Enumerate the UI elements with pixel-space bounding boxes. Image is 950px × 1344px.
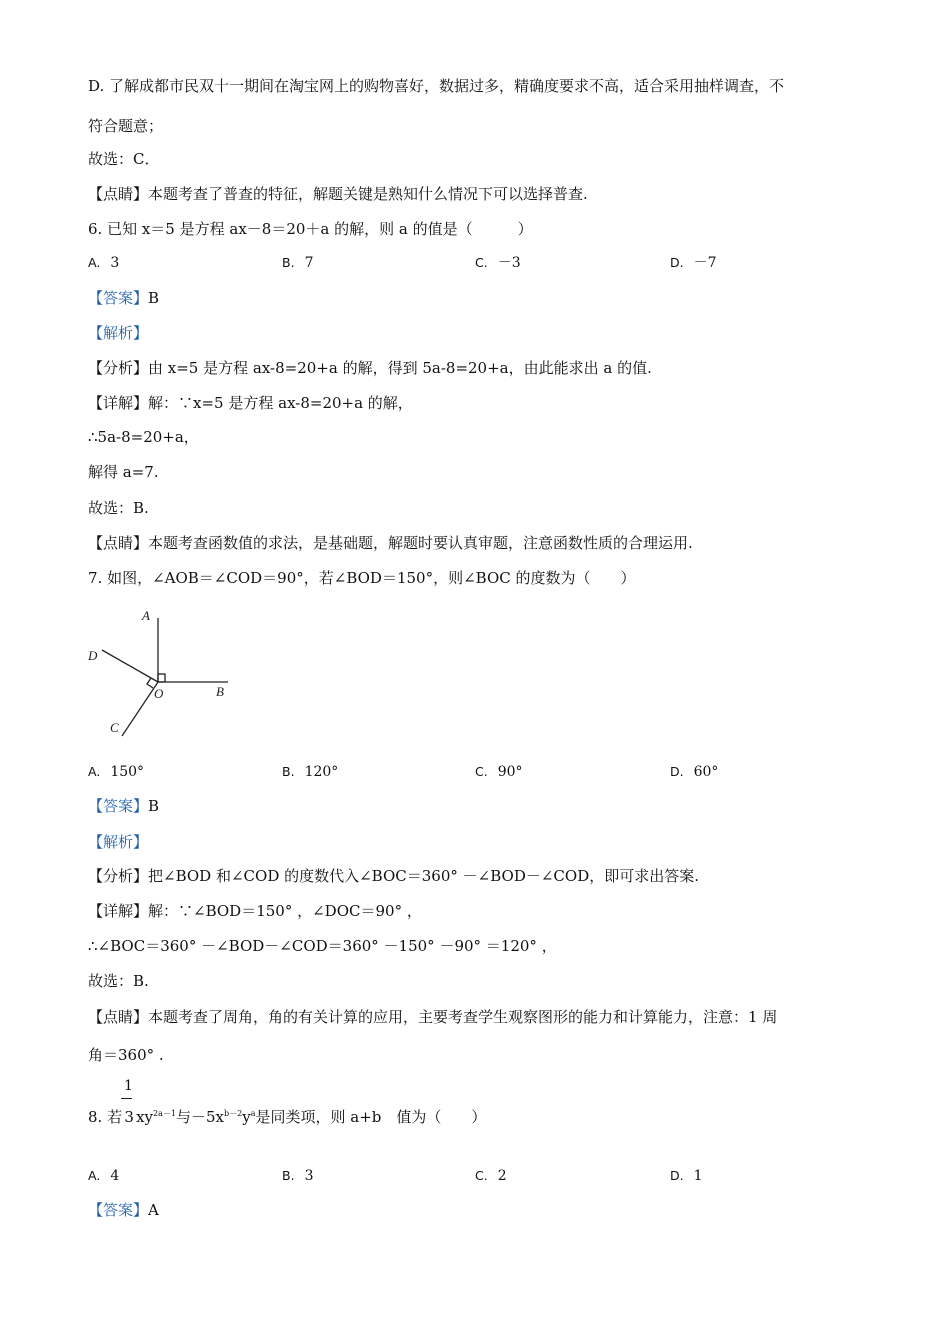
- option-key: A.: [88, 255, 101, 270]
- q6-option-b: [282, 253, 313, 273]
- q7-option-c: [475, 762, 523, 782]
- label-b: B: [216, 684, 224, 699]
- comment-text: 本题考查函数值的求法，是基础题，解题时要认真审题，注意函数性质的合理运用.: [148, 534, 693, 552]
- fenxi-tag: 【分析】: [88, 867, 149, 885]
- q6-analysis-tag: 【解析】: [88, 324, 149, 342]
- option-key: C.: [475, 255, 488, 270]
- q6-step-1: ∴5a-8=20+a，: [88, 428, 199, 446]
- q7-comment-cont: 角＝360° .: [88, 1046, 164, 1064]
- option-key: C.: [475, 764, 488, 779]
- q7-option-a: [88, 762, 144, 782]
- option-key: C.: [475, 1168, 488, 1183]
- xiangjie-text: 解：∵∠BOD＝150° ，∠DOC＝90° ，: [148, 902, 422, 920]
- right-angle-mark-aob: [158, 674, 165, 682]
- q6-xiangjie: [88, 393, 413, 413]
- angle-figure: [80, 600, 240, 750]
- q7-fenxi: [88, 866, 699, 886]
- q7-option-d: [670, 762, 718, 782]
- q8-term2: 与－5x: [175, 1108, 224, 1126]
- q6-step-3: 故选：B.: [88, 499, 149, 517]
- option-value: 3: [110, 255, 120, 271]
- q8-exp3: a: [250, 1109, 256, 1118]
- q7-comment: [88, 1007, 777, 1027]
- answer-value: A: [148, 1201, 159, 1219]
- option-key: B.: [282, 764, 295, 779]
- comment-tag: 【点睛】: [88, 185, 149, 203]
- q8-option-c: [475, 1166, 507, 1186]
- q8-term1: xy: [136, 1108, 154, 1126]
- xiangjie-text: 解：∵x=5 是方程 ax-8=20+a 的解，: [148, 394, 413, 412]
- label-a: A: [142, 608, 150, 623]
- answer-tag: 【答案】: [88, 797, 149, 815]
- q8-suffix: 是同类项，则 a+b 值为（ ）: [255, 1108, 487, 1126]
- q6-comment: [88, 533, 693, 553]
- q8-option-a: [88, 1166, 119, 1186]
- fenxi-tag: 【分析】: [88, 359, 149, 377]
- label-o: O: [154, 686, 164, 701]
- comment-line: [88, 184, 588, 204]
- q7-option-b: [282, 762, 338, 782]
- option-value: 150°: [110, 764, 145, 780]
- option-key: B.: [282, 1168, 295, 1183]
- q6-fenxi: [88, 358, 652, 378]
- q7-step-1: ∴∠BOC＝360° －∠BOD－∠COD＝360° －150° －90° ＝120° ，: [88, 937, 557, 955]
- fenxi-text: 由 x=5 是方程 ax-8=20+a 的解，得到 5a-8=20+a，由此能求出 a 的值.: [148, 359, 652, 377]
- option-value: 120°: [304, 764, 339, 780]
- answer-tag: 【答案】: [88, 289, 149, 307]
- q7-step-2: 故选：B.: [88, 972, 149, 990]
- comment-tag: 【点睛】: [88, 1008, 149, 1026]
- q8-option-d: [670, 1166, 703, 1186]
- paragraph-option-d: D. 了解成都市民双十一期间在淘宝网上的购物喜好，数据过多，精确度要求不高，适合采用抽样调查，不: [88, 77, 785, 95]
- q7-analysis-tag: 【解析】: [88, 833, 149, 851]
- option-key: D.: [670, 1168, 684, 1183]
- question-6: 6. 已知 x＝5 是方程 ax－8＝20＋a 的解，则 a 的值是（ ）: [88, 220, 533, 238]
- ray-od: [102, 650, 158, 682]
- q8-exp2: b－2: [224, 1109, 243, 1118]
- paragraph-option-d-cont: 符合题意；: [88, 117, 164, 135]
- option-value: 1: [693, 1168, 703, 1184]
- label-c: C: [110, 720, 119, 735]
- comment-tag: 【点睛】: [88, 534, 149, 552]
- ray-oc: [122, 682, 158, 736]
- q7-xiangjie: [88, 901, 422, 921]
- label-d: D: [88, 648, 98, 663]
- option-value: 2: [497, 1168, 507, 1184]
- q6-answer: [88, 288, 159, 308]
- option-value: 3: [304, 1168, 314, 1184]
- option-value: －7: [693, 255, 717, 271]
- option-key: D.: [670, 255, 684, 270]
- comment-text: 本题考查了普查的特征，解题关键是熟知什么情况下可以选择普查.: [148, 185, 588, 203]
- q8-exp1: 2a－1: [153, 1109, 176, 1118]
- answer-value: B: [148, 289, 160, 307]
- option-key: D.: [670, 764, 684, 779]
- q8-term3: y: [242, 1108, 251, 1126]
- option-value: 90°: [497, 764, 523, 780]
- q8-prefix: 8. 若: [88, 1108, 123, 1126]
- question-8: [88, 1104, 486, 1127]
- fraction-denominator: 3: [124, 1108, 134, 1126]
- xiangjie-tag: 【详解】: [88, 902, 149, 920]
- q8-answer: [88, 1200, 159, 1220]
- q8-option-b: [282, 1166, 313, 1186]
- q6-step-2: 解得 a=7.: [88, 463, 159, 481]
- answer-tag: 【答案】: [88, 1201, 149, 1219]
- q6-option-d: [670, 253, 717, 273]
- option-key: A.: [88, 1168, 101, 1183]
- question-7: 7. 如图，∠AOB＝∠COD＝90°，若∠BOD＝150°，则∠BOC 的度数为（ ）: [88, 569, 636, 587]
- choice-line: 故选：C．: [88, 150, 160, 168]
- q7-answer: [88, 796, 159, 816]
- comment-text: 本题考查了周角，角的有关计算的应用，主要考查学生观察图形的能力和计算能力，注意：1 周: [148, 1008, 778, 1026]
- option-key: A.: [88, 764, 101, 779]
- fraction-numerator: 1: [124, 1078, 133, 1094]
- option-key: B.: [282, 255, 295, 270]
- right-angle-mark-cod: [147, 678, 153, 688]
- q6-option-a: [88, 253, 119, 273]
- fraction-bar: [121, 1098, 132, 1099]
- q6-option-c: [475, 253, 521, 273]
- xiangjie-tag: 【详解】: [88, 394, 149, 412]
- option-value: 7: [304, 255, 314, 271]
- option-value: 60°: [693, 764, 719, 780]
- option-value: －3: [497, 255, 521, 271]
- answer-value: B: [148, 797, 160, 815]
- option-value: 4: [110, 1168, 120, 1184]
- fenxi-text: 把∠BOD 和∠COD 的度数代入∠BOC＝360° －∠BOD－∠COD，即可求出答案.: [148, 867, 699, 885]
